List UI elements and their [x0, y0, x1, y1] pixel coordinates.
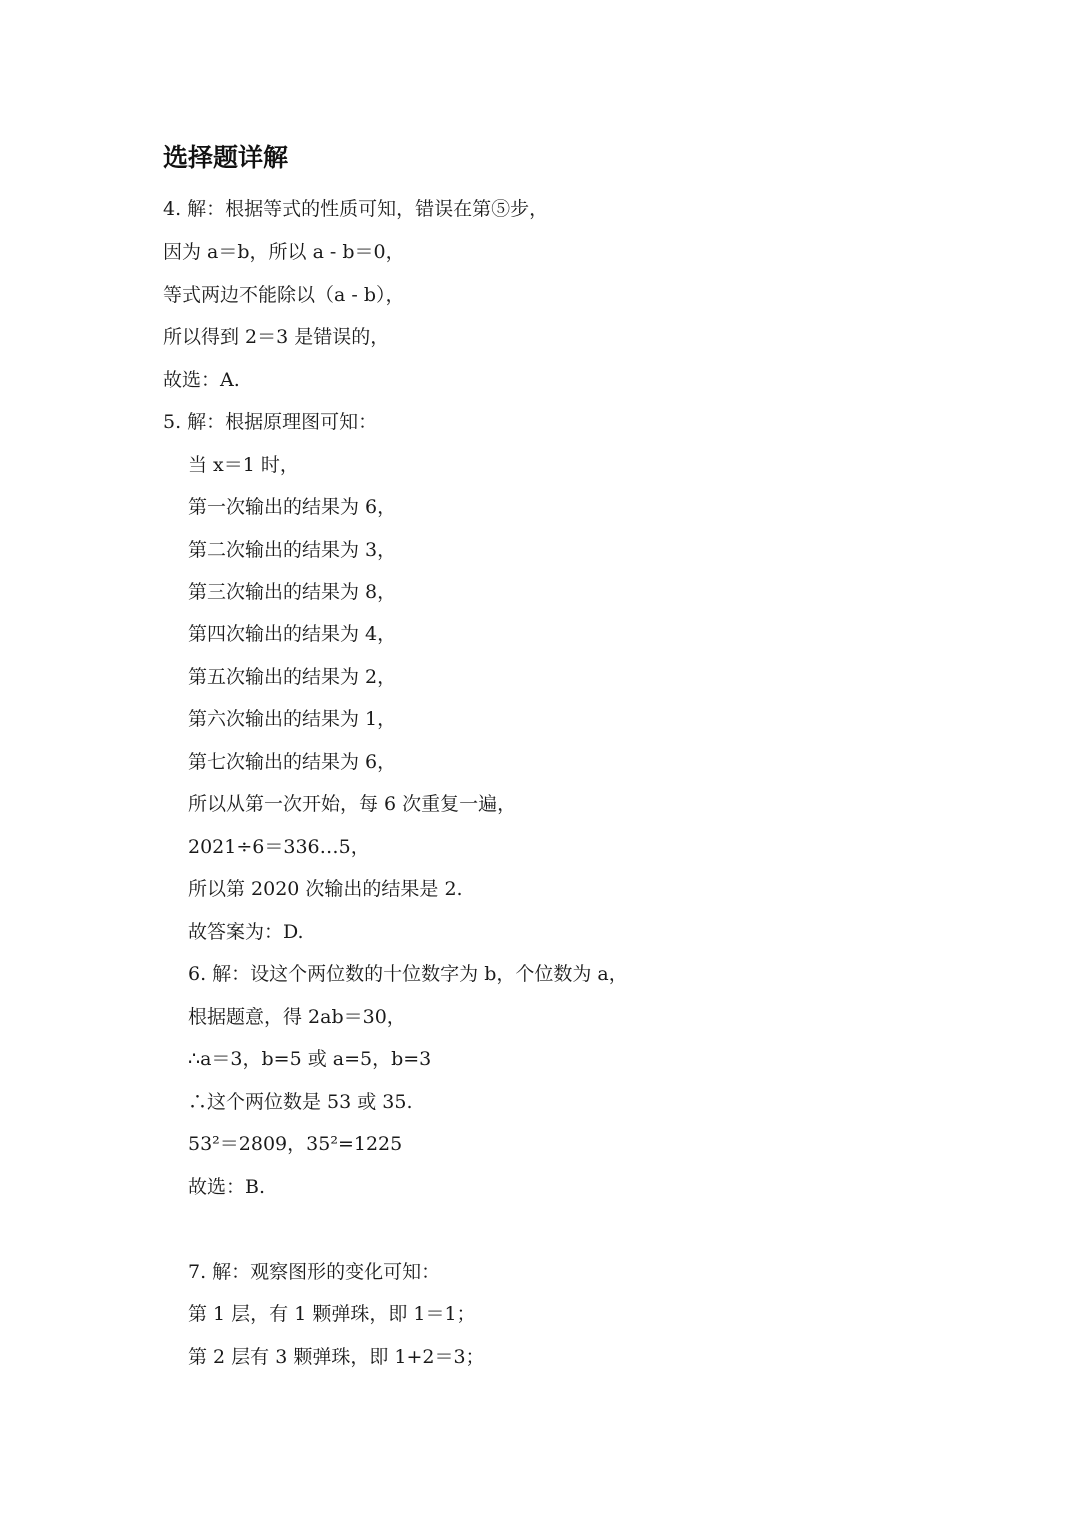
q4-solution-line: 因为 a＝b，所以 a - b＝0， — [163, 241, 405, 263]
q5-solution-line: 第七次输出的结果为 6， — [188, 751, 397, 773]
q6-solution-line: 53²＝2809，35²=1225 — [188, 1133, 403, 1155]
q5-solution-line: 当 x＝1 时， — [188, 454, 299, 476]
q6-answer-line: 故选：B. — [188, 1176, 266, 1198]
q4-solution-line: 等式两边不能除以（a - b）， — [163, 284, 405, 306]
q5-solution-line: 所以第 2020 次输出的结果是 2. — [188, 878, 463, 900]
q7-solution-line: 7. 解：观察图形的变化可知： — [188, 1261, 441, 1283]
q5-solution-line: 5. 解：根据原理图可知： — [163, 411, 378, 433]
q5-answer-line: 故答案为：D. — [188, 921, 304, 943]
q7-solution-line: 第 2 层有 3 颗弹珠，即 1+2＝3； — [188, 1346, 485, 1368]
q5-solution-line: 所以从第一次开始，每 6 次重复一遍， — [188, 793, 517, 815]
q6-solution-line: ∴a＝3，b=5 或 a=5，b=3 — [188, 1048, 432, 1070]
section-heading: 选择题详解 — [163, 143, 289, 172]
q4-solution-line: 4. 解：根据等式的性质可知，错误在第⑤步， — [163, 198, 549, 220]
q5-solution-line: 第三次输出的结果为 8， — [188, 581, 397, 603]
q6-solution-line: 6. 解：设这个两位数的十位数字为 b，个位数为 a， — [188, 963, 628, 985]
q6-solution-line: 根据题意，得 2ab＝30， — [188, 1006, 406, 1028]
q5-solution-line: 第二次输出的结果为 3， — [188, 539, 397, 561]
q5-solution-line: 第五次输出的结果为 2， — [188, 666, 397, 688]
q4-answer-line: 故选：A. — [163, 369, 240, 391]
q5-solution-line: 2021÷6＝336…5， — [188, 836, 370, 858]
q5-solution-line: 第一次输出的结果为 6， — [188, 496, 397, 518]
q6-solution-line: ∴这个两位数是 53 或 35. — [188, 1091, 413, 1113]
q5-solution-line: 第六次输出的结果为 1， — [188, 708, 397, 730]
q4-solution-line: 所以得到 2＝3 是错误的， — [163, 326, 390, 348]
q5-solution-line: 第四次输出的结果为 4， — [188, 623, 397, 645]
q7-solution-line: 第 1 层，有 1 颗弹珠，即 1＝1； — [188, 1303, 476, 1325]
